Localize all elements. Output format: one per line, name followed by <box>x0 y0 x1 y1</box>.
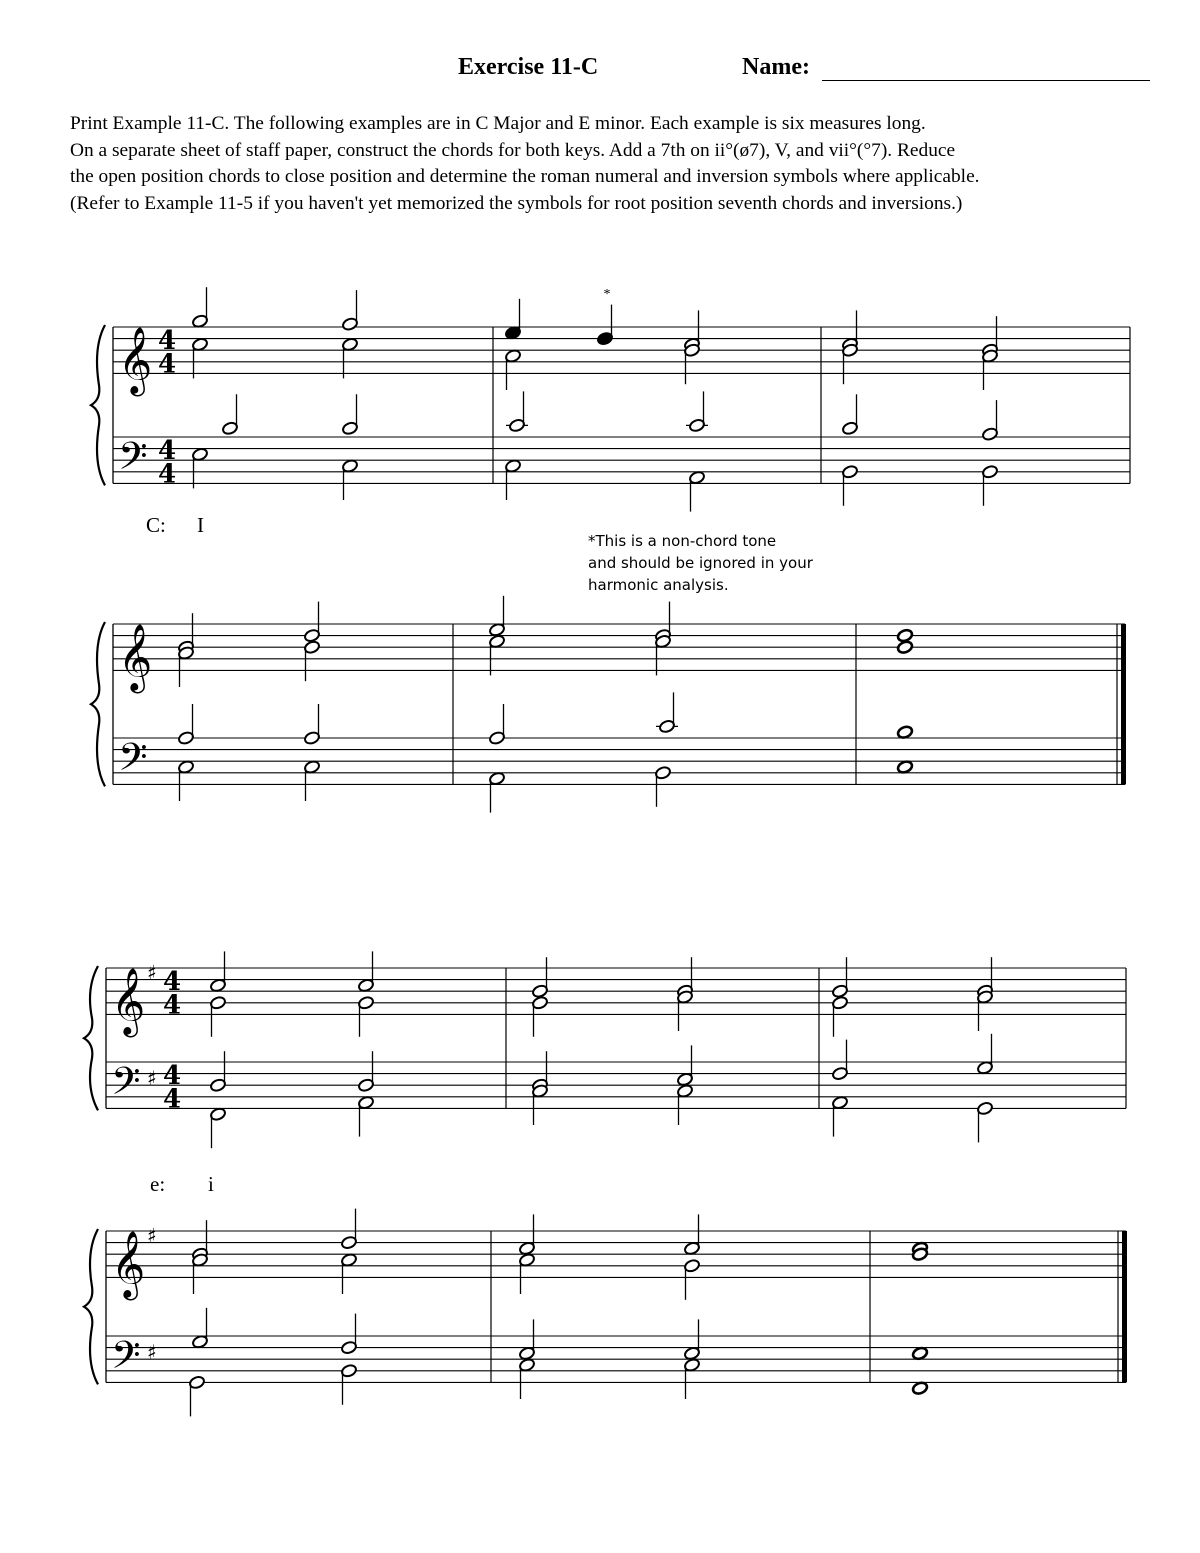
note-head <box>911 1346 928 1361</box>
grand-staff-system <box>91 596 1126 813</box>
note-head <box>896 760 913 775</box>
brace <box>91 622 105 786</box>
grand-staff-system <box>84 1209 1127 1417</box>
time-signature-numerator: 4 <box>163 1061 182 1092</box>
key-signature-sharp: ♯ <box>147 960 157 985</box>
footnote-line: *This is a non-chord tone <box>588 532 777 550</box>
final-barline-thick <box>1122 1231 1127 1382</box>
non-chord-tone-asterisk: * <box>603 287 611 302</box>
final-barline-thick <box>1121 624 1126 784</box>
brace <box>91 325 105 485</box>
time-signature-numerator: 4 <box>158 326 177 357</box>
roman-numeral-I: I <box>197 513 204 537</box>
exercise-title: Exercise 11-C <box>458 54 599 80</box>
brace <box>84 966 98 1110</box>
treble-clef: 𝄞 <box>118 622 153 691</box>
grand-staff-system <box>91 287 1130 511</box>
brace <box>84 1229 98 1384</box>
key-label-e-minor: e: <box>150 1172 166 1196</box>
bass-clef: 𝄢 <box>111 1332 141 1387</box>
grand-staff-system <box>84 951 1126 1148</box>
note-head <box>911 1381 928 1396</box>
instruction-line: On a separate sheet of staff paper, construct the chords for both keys. Add a 7th on ii°(ø7), V, and vii°(°7). Reduce <box>70 139 956 161</box>
key-signature-sharp: ♯ <box>147 1223 157 1248</box>
footnote <box>588 530 813 596</box>
time-signature-denominator: 4 <box>163 990 182 1021</box>
time-signature-numerator: 4 <box>158 436 177 467</box>
treble-clef: 𝄞 <box>111 966 146 1035</box>
bass-clef: 𝄢 <box>111 1058 141 1113</box>
time-signature-denominator: 4 <box>158 459 177 490</box>
time-signature-numerator: 4 <box>163 967 182 998</box>
time-signature-denominator: 4 <box>163 1084 182 1115</box>
footnote-line: and should be ignored in your <box>588 554 813 572</box>
instruction-line: Print Example 11-C. The following examples are in C Major and E minor. Each example is six measures long. <box>70 113 926 134</box>
bass-clef: 𝄢 <box>118 734 148 789</box>
time-signature-denominator: 4 <box>158 349 177 380</box>
treble-clef: 𝄞 <box>111 1229 146 1298</box>
note-head <box>896 640 913 655</box>
instruction-line: the open position chords to close position and determine the roman numeral and inversion symbols where applicable. <box>70 166 980 187</box>
treble-clef: 𝄞 <box>118 325 153 394</box>
key-label-c-major: C: <box>146 513 166 537</box>
footnote-line: harmonic analysis. <box>588 576 729 594</box>
note-head <box>896 725 913 740</box>
name-label: Name: <box>742 54 810 80</box>
roman-numeral-i: i <box>208 1172 214 1196</box>
key-signature-sharp: ♯ <box>147 1066 157 1091</box>
bass-clef: 𝄢 <box>118 433 148 488</box>
instruction-line: (Refer to Example 11-5 if you haven't yet memorized the symbols for root position seventh chords and inversions.) <box>70 192 963 214</box>
key-signature-sharp: ♯ <box>147 1340 157 1365</box>
